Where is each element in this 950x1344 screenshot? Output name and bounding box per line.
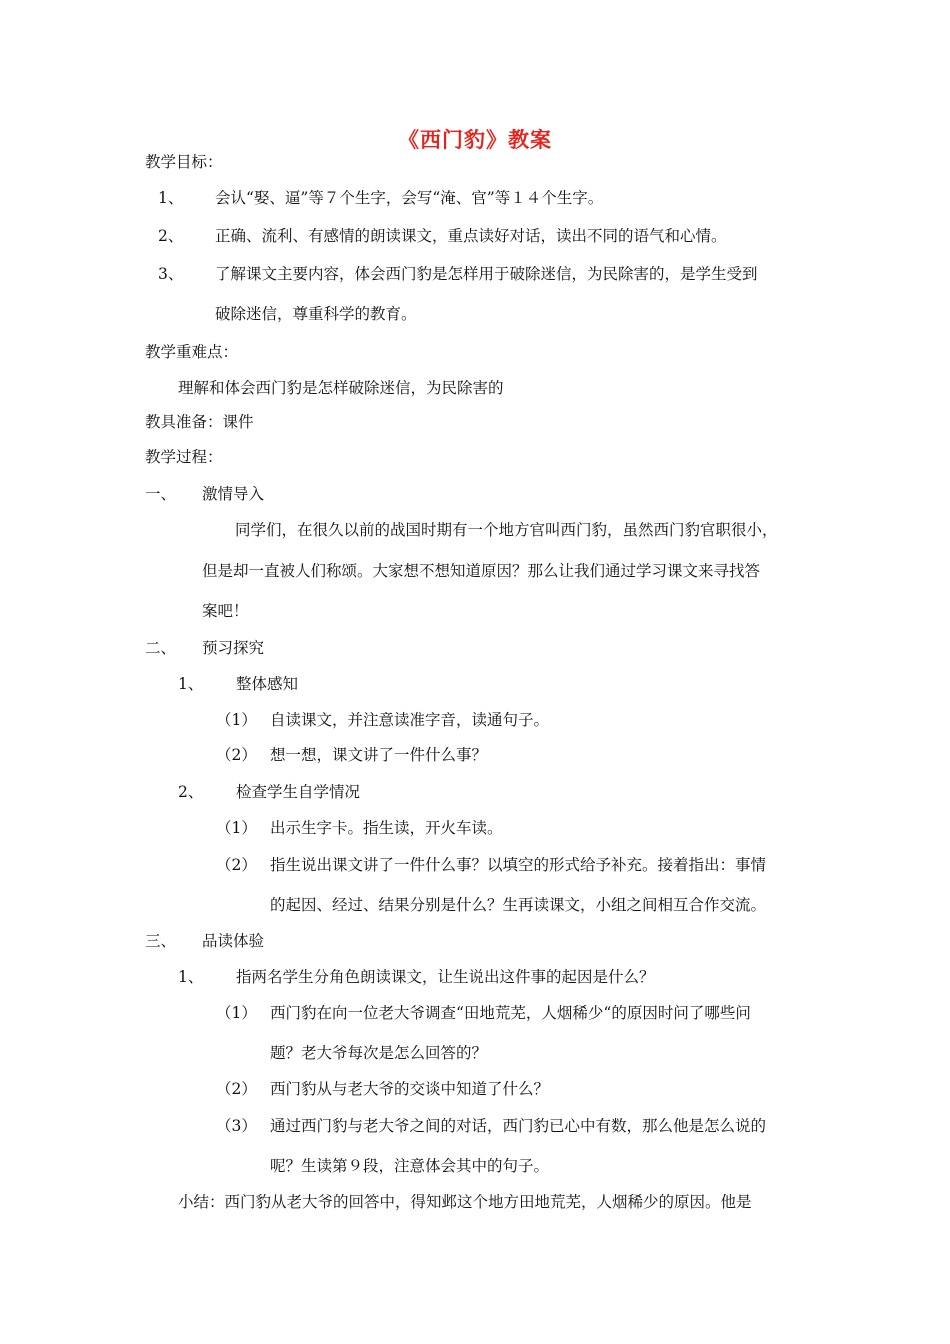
part3-item1-sub3-text-line2: 呢？生读第９段，注意体会其中的句子。	[270, 1157, 550, 1175]
part2-item2-sub1-marker: （1）	[216, 819, 257, 837]
objectives-heading: 教学目标：	[145, 153, 223, 171]
key-points-heading: 教学重难点：	[145, 343, 239, 361]
part2-item2-sub1-text: 出示生字卡。指生读，开火车读。	[270, 819, 503, 837]
part2-item1-text: 整体感知	[236, 675, 299, 693]
part1-paragraph-line2: 但是却一直被人们称颂。大家想不想知道原因？那么让我们通过学习课文来寻找答	[202, 562, 761, 580]
part3-item1-sub3-marker: （3）	[216, 1117, 257, 1135]
part3-item1-sub2-marker: （2）	[216, 1080, 257, 1098]
part3-heading: 品读体验	[202, 932, 265, 950]
part1-heading: 激情导入	[202, 485, 265, 503]
part3-item1-sub1-text-line1: 西门豹在向一位老大爷调查“田地荒芜，人烟稀少“的原因时问了哪些问	[270, 1004, 751, 1022]
part2-item2-sub2-marker: （2）	[216, 856, 257, 874]
tools-line: 教具准备：课件	[145, 413, 254, 431]
part1-marker: 一、	[145, 485, 177, 503]
part2-item1-sub1-marker: （1）	[216, 711, 257, 729]
part2-item1-sub2-marker: （2）	[216, 746, 257, 764]
objective-3-text-line2: 破除迷信，尊重科学的教育。	[215, 305, 417, 323]
objective-2-text: 正确、流利、有感情的朗读课文，重点读好对话，读出不同的语气和心情。	[215, 227, 727, 245]
part2-item1-sub1-text: 自读课文，并注意读准字音，读通句子。	[270, 711, 550, 729]
part3-marker: 三、	[145, 932, 177, 950]
part3-item1-sub1-text-line2: 题？老大爷每次是怎么回答的？	[270, 1044, 488, 1062]
part2-item2-sub2-text-line1: 指生说出课文讲了一件什么事？以填空的形式给予补充。接着指出：事情	[270, 856, 767, 874]
objective-marker-2: 2、	[158, 227, 184, 245]
part3-item1-sub3-text-line1: 通过西门豹与老大爷之间的对话，西门豹已心中有数，那么他是怎么说的	[270, 1117, 767, 1135]
page-title: 《西门豹》教案	[398, 127, 552, 152]
part2-item1-sub2-text: 想一想，课文讲了一件什么事？	[270, 746, 488, 764]
objective-1-text: 会认“娶、逼”等７个生字，会写“淹、官”等１４个生字。	[215, 189, 604, 207]
part2-item2-sub2-text-line2: 的起因、经过、结果分别是什么？生再读课文，小组之间相互合作交流。	[270, 896, 767, 914]
part3-item1-sub1-marker: （1）	[216, 1004, 257, 1022]
part2-heading: 预习探究	[202, 639, 265, 657]
part1-paragraph-line1: 同学们，在很久以前的战国时期有一个地方官叫西门豹，虽然西门豹官职很小，	[235, 521, 778, 539]
part3-item1-marker: 1、	[178, 968, 204, 986]
part2-item1-marker: 1、	[178, 675, 204, 693]
objective-3-text-line1: 了解课文主要内容，体会西门豹是怎样用于破除迷信，为民除害的，是学生受到	[215, 265, 758, 283]
objective-marker-1: 1、	[158, 189, 184, 207]
part3-item1-text: 指两名学生分角色朗读课文，让生说出这件事的起因是什么？	[236, 968, 655, 986]
part3-item1-sub2-text: 西门豹从与老大爷的交谈中知道了什么？	[270, 1080, 550, 1098]
part2-item2-marker: 2、	[178, 783, 204, 801]
key-points-text: 理解和体会西门豹是怎样破除迷信，为民除害的	[178, 379, 504, 397]
objective-marker-3: 3、	[158, 265, 184, 283]
part1-paragraph-line3: 案吧！	[202, 602, 249, 620]
summary-line: 小结：西门豹从老大爷的回答中，得知邺这个地方田地荒芜，人烟稀少的原因。他是	[178, 1193, 752, 1211]
part2-item2-text: 检查学生自学情况	[236, 783, 361, 801]
process-heading: 教学过程：	[145, 448, 223, 466]
part2-marker: 二、	[145, 639, 177, 657]
